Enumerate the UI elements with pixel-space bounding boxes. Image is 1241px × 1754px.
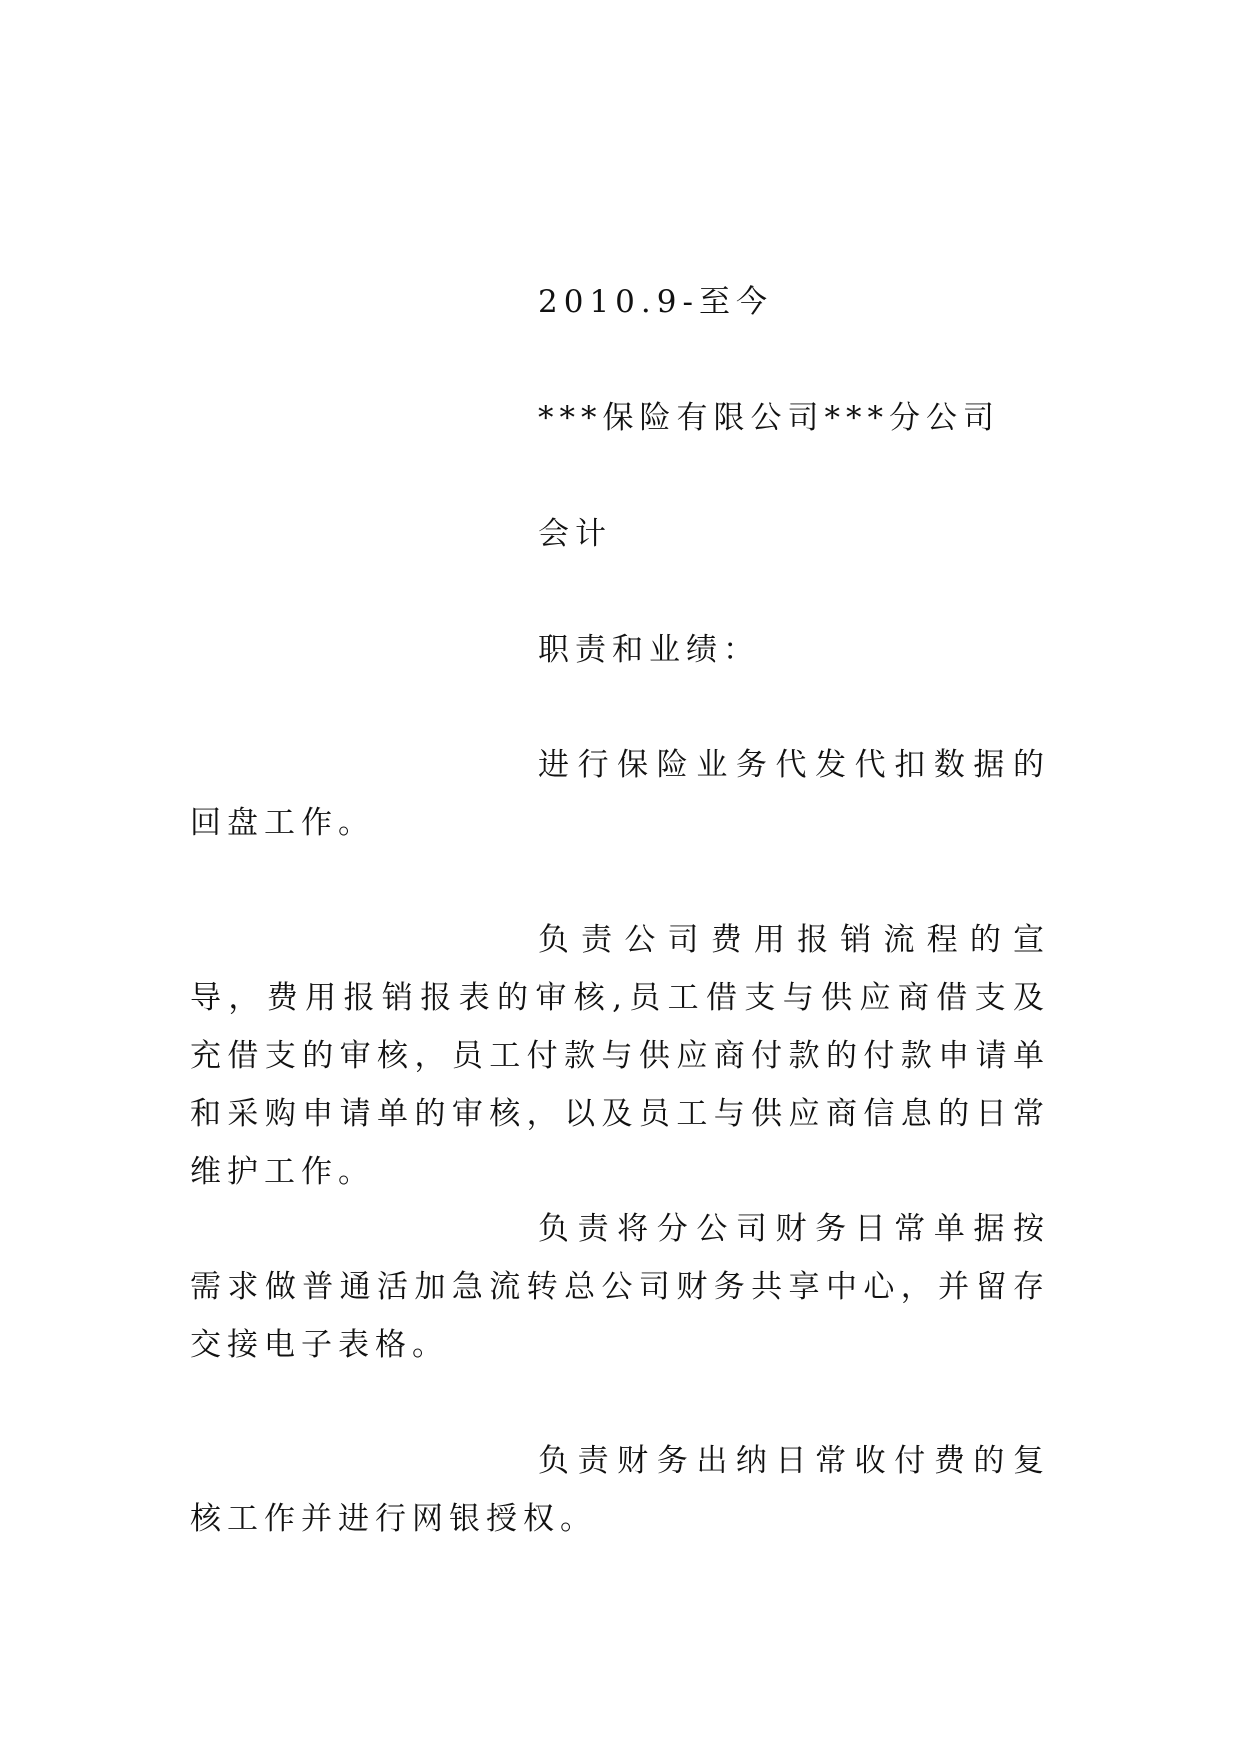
employment-period: 2010.9-至今 — [538, 284, 773, 320]
duty-paragraph: 负责财务出纳日常收付费的复核工作并进行网银授权。 — [190, 1443, 1050, 1537]
duty-paragraph: 负责公司费用报销流程的宣导，费用报销报表的审核,员工借支与供应商借支及充借支的审核，员工付款与供应商付款的付款申请单和采购申请单的审核，以及员工与供应商信息的日常维护工作。 — [190, 922, 1050, 1190]
duties-heading: 职责和业绩： — [538, 632, 760, 668]
company-name: ***保险有限公司***分公司 — [538, 400, 1000, 436]
duty-paragraph: 进行保险业务代发代扣数据的回盘工作。 — [190, 747, 1050, 841]
duty-paragraph: 负责将分公司财务日常单据按需求做普通活加急流转总公司财务共享中心，并留存交接电子表格。 — [190, 1211, 1050, 1363]
job-position: 会计 — [538, 516, 612, 552]
